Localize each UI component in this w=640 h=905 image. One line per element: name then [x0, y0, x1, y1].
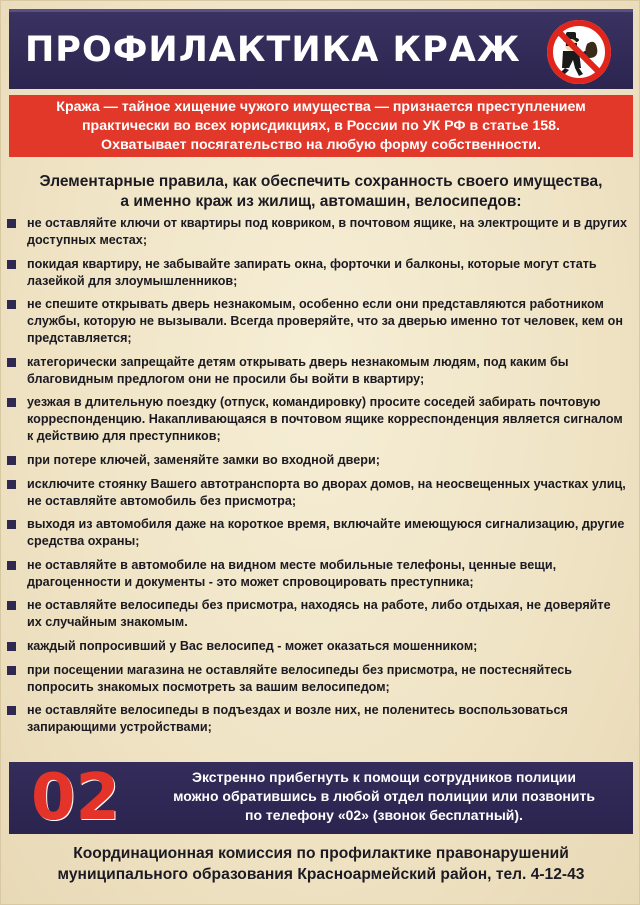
- rule-text: при потере ключей, заменяйте замки во входной двери;: [27, 452, 380, 467]
- bullet-icon: [7, 398, 16, 407]
- bullet-icon: [7, 706, 16, 715]
- rule-text: каждый попросивший у Вас велосипед - может оказаться мошенником;: [27, 638, 478, 653]
- bullet-icon: [7, 561, 16, 570]
- rule-text: выходя из автомобиля даже на короткое время, включайте имеющуюся сигнализацию, другие средства охраны;: [27, 517, 625, 549]
- rule-text: категорически запрещайте детям открывать дверь незнакомым людям, под каким бы благовидным предлогом они не просили бы войти в квартиру;: [27, 354, 569, 386]
- emergency-line: Экстренно прибегнуть к помощи сотрудников полиции: [192, 769, 576, 785]
- committee-line: Координационная комиссия по профилактике правонарушений: [73, 845, 569, 862]
- bullet-icon: [7, 642, 16, 651]
- rule-text: исключите стоянку Вашего автотранспорта во дворах домов, на неосвещенных участках улиц, не оставляйте автомобиль без присмотра;: [27, 476, 626, 508]
- rules-list: [7, 215, 627, 743]
- intro-line: Кража — тайное хищение чужого имущества — признается преступлением: [56, 99, 586, 115]
- rule-item: [7, 452, 627, 469]
- intro-definition: [9, 95, 633, 157]
- bullet-icon: [7, 300, 16, 309]
- rule-item: [7, 354, 627, 388]
- rule-item: [7, 702, 627, 736]
- rule-text: покидая квартиру, не забывайте запирать окна, форточки и балконы, которые могут стать лазейкой для злоумышленников;: [27, 256, 597, 288]
- rule-item: [7, 215, 627, 249]
- emergency-banner: [9, 762, 633, 834]
- rule-text: не оставляйте ключи от квартиры под ковриком, в почтовом ящике, на электрощите и в других доступных местах;: [27, 216, 628, 247]
- rule-text: не оставляйте в автомобиле на видном месте мобильные телефоны, ценные вещи, драгоценности и документы - это может спровоцировать преступника;: [27, 557, 557, 589]
- bullet-icon: [7, 601, 16, 610]
- bullet-icon: [7, 480, 16, 489]
- intro-line: практически во всех юрисдикциях, в России по УК РФ в статье 158.: [81, 118, 560, 134]
- no-thief-icon: [545, 18, 613, 86]
- rule-item: [7, 296, 627, 347]
- rule-item: [7, 638, 627, 655]
- emergency-number: 02: [31, 761, 121, 835]
- rule-item: [7, 662, 627, 696]
- rules-heading: [21, 172, 621, 212]
- rule-text: не спешите открывать дверь незнакомым, особенно если они представляются работником службы, которую не вызывали. Всегда проверяйте, что за дверью именно тот человек, кем он представляется;: [27, 297, 623, 346]
- rule-text: при посещении магазина не оставляйте велосипеды без присмотра, не постесняйтесь попросить знакомых посмотреть за вашим велосипедом;: [27, 662, 572, 694]
- committee-footer: [11, 843, 631, 885]
- rule-item: [7, 516, 627, 550]
- bullet-icon: [7, 358, 16, 367]
- bullet-icon: [7, 260, 16, 269]
- bullet-icon: [7, 219, 16, 228]
- rules-heading-line: Элементарные правила, как обеспечить сохранность своего имущества,: [39, 173, 603, 190]
- bullet-icon: [7, 456, 16, 465]
- bullet-icon: [7, 520, 16, 529]
- emergency-text: [149, 768, 619, 825]
- rule-text: не оставляйте велосипеды без присмотра, находясь на работе, либо отдыхая, не доверяйте их случайным знакомым.: [27, 598, 611, 630]
- rule-text: уезжая в длительную поездку (отпуск, командировку) просите соседей забирать почтовую корреспонденцию. Накапливающаяся в почтовом ящике корреспонденция является сигналом к действию для преступников;: [27, 395, 623, 444]
- bullet-icon: [7, 666, 16, 675]
- page-title: ПРОФИЛАКТИКА КРАЖ: [25, 30, 521, 70]
- intro-line: Охватывает посягательство на любую форму собственности.: [101, 137, 541, 153]
- rule-item: [7, 476, 627, 510]
- rule-item: [7, 557, 627, 591]
- rule-item: [7, 597, 627, 631]
- emergency-line: можно обратившись в любой отдел полиции или позвонить: [173, 788, 595, 804]
- rule-item: [7, 256, 627, 290]
- rule-text: не оставляйте велосипеды в подъездах и возле них, не поленитесь воспользоваться запирающими устройствами;: [27, 703, 568, 735]
- rules-heading-line: а именно краж из жилищ, автомашин, велосипедов:: [120, 193, 522, 210]
- header-banner: [9, 9, 633, 89]
- emergency-line: по телефону «02» (звонок бесплатный).: [245, 807, 523, 823]
- committee-line: муниципального образования Красноармейский район, тел. 4-12-43: [57, 866, 585, 883]
- rule-item: [7, 394, 627, 445]
